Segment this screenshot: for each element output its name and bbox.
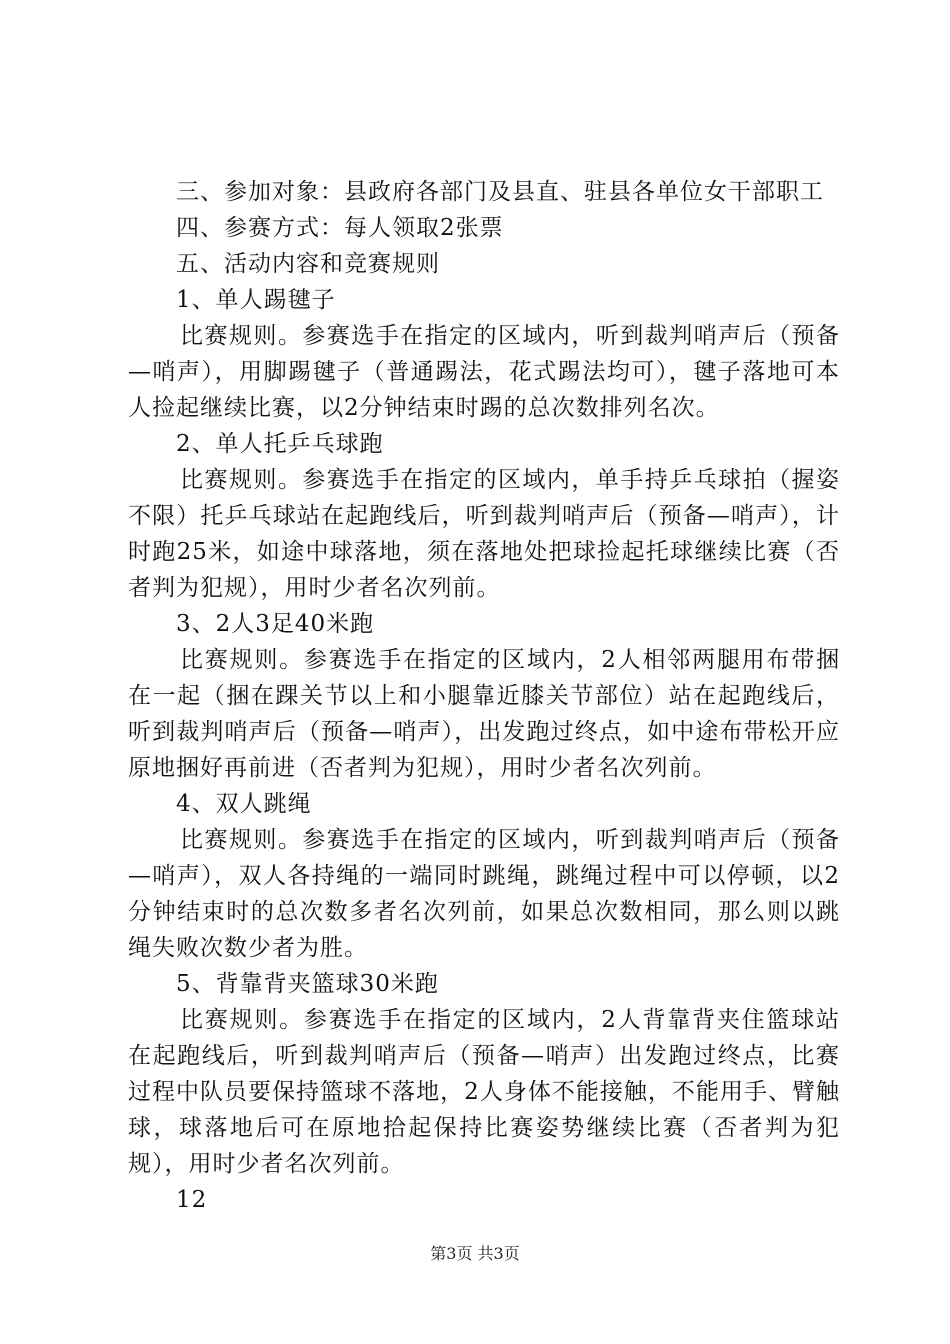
event-heading-shuttlecock: 1、单人踢毽子 [176, 287, 336, 313]
page-footer: 第3页 共3页 [430, 1244, 520, 1263]
paragraph-activities-heading: 五、活动内容和竞赛规则 [176, 251, 440, 277]
event-heading-three-legged-run: 3、2人3足40米跑 [176, 611, 375, 637]
paragraph-entry-method: 四、参赛方式：每人领取2张票 [176, 215, 504, 241]
event-heading-ping-pong-run: 2、单人托乒乓球跑 [176, 431, 384, 457]
event-heading-double-rope: 4、双人跳绳 [176, 791, 312, 817]
event-rule-shuttlecock: 比赛规则。参赛选手在指定的区域内，听到裁判哨声后（预备—哨声），用脚踢毽子（普通踢法，花式踢法均可），毽子落地可本人捡起继续比赛，以2分钟结束时踢的总次数排列名次。 [128, 323, 840, 421]
event-rule-three-legged-run: 比赛规则。参赛选手在指定的区域内，2人相邻两腿用布带捆在一起（捆在踝关节以上和小腿靠近膝关节部位）站在起跑线后，听到裁判哨声后（预备—哨声），出发跑过终点，如中途布带松开应原地捆好再前进（否者判为犯规），用时少者名次列前。 [128, 647, 840, 781]
event-rule-basketball-run: 比赛规则。参赛选手在指定的区域内，2人背靠背夹住篮球站在起跑线后，听到裁判哨声后（预备—哨声）出发跑过终点，比赛过程中队员要保持篮球不落地，2人身体不能接触，不能用手、臂触球，球落地后可在原地拾起保持比赛姿势继续比赛（否者判为犯规），用时少者名次列前。 [128, 1007, 840, 1177]
document-body [128, 174, 840, 1218]
paragraph-participants: 三、参加对象：县政府各部门及县直、驻县各单位女干部职工 [176, 179, 824, 205]
paragraph-trailing-number: 12 [176, 1187, 208, 1213]
event-heading-basketball-run: 5、背靠背夹篮球30米跑 [176, 971, 439, 997]
event-rule-ping-pong-run: 比赛规则。参赛选手在指定的区域内，单手持乒乓球拍（握姿不限）托乒乓球站在起跑线后，听到裁判哨声后（预备—哨声），计时跑25米，如途中球落地，须在落地处把球捡起托球继续比赛（否者判为犯规），用时少者名次列前。 [128, 467, 840, 601]
event-rule-double-rope: 比赛规则。参赛选手在指定的区域内，听到裁判哨声后（预备—哨声），双人各持绳的一端同时跳绳，跳绳过程中可以停顿，以2分钟结束时的总次数多者名次列前，如果总次数相同，那么则以跳绳失败次数少者为胜。 [128, 827, 840, 961]
